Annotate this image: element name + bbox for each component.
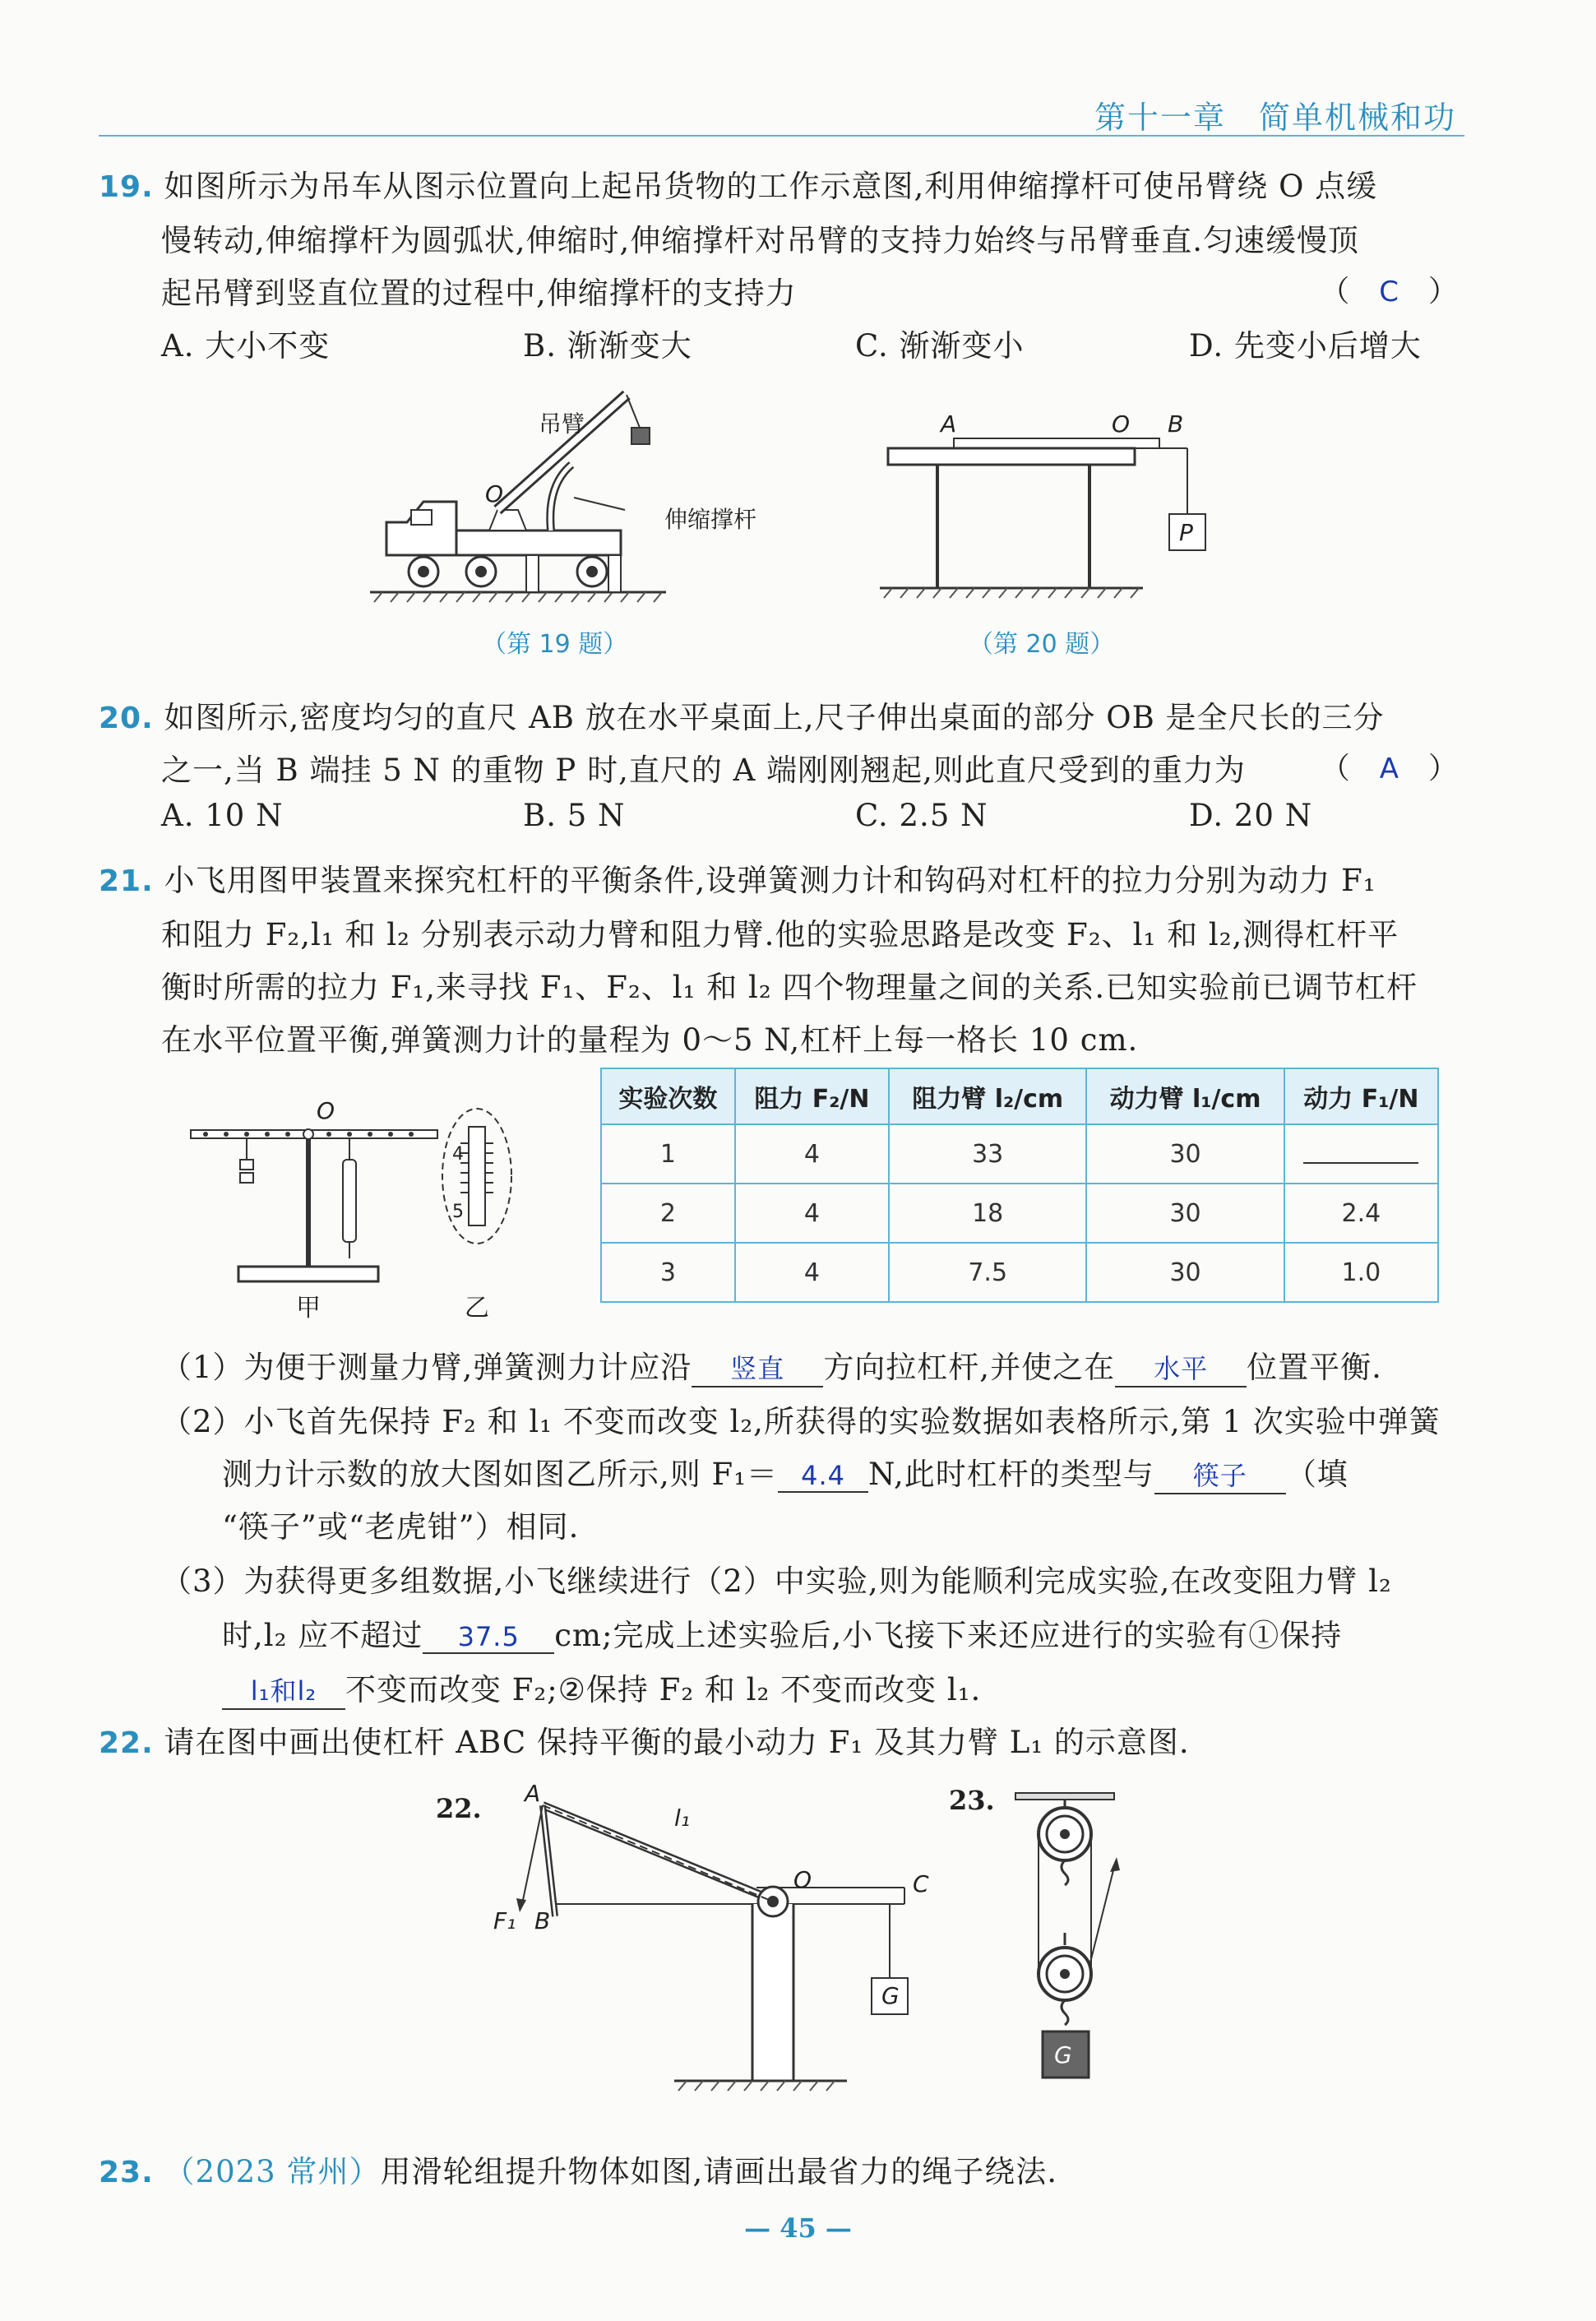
q21-part2-line2: [222, 1449, 1349, 1494]
fig22-label-num: 22.: [436, 1793, 482, 1824]
table-cell: 30: [1086, 1124, 1284, 1184]
q19-answer-paren: （ C ）: [1320, 275, 1458, 308]
q21-data-table: [600, 1068, 1439, 1303]
q21-p1-blank2: 水平: [1115, 1348, 1247, 1388]
table-cell: 2.4: [1284, 1184, 1438, 1243]
fig20-caption: （第 20 题）: [969, 630, 1115, 659]
table-blank-line: [1303, 1137, 1418, 1164]
fig20-label-a: A: [941, 415, 957, 438]
table-cell: 1: [601, 1124, 735, 1184]
q19-text-1: 如图所示为吊车从图示位置向上起吊货物的工作示意图,利用伸缩撑杆可使吊臂绕 O 点缓: [164, 169, 1378, 204]
table-header-l2: 阻力臂 l₂/cm: [889, 1068, 1086, 1124]
q20-line2: 之一,当 B 端挂 5 N 的重物 P 时,直尺的 A 端刚刚翘起,则此直尺受到的重力为: [161, 753, 1246, 788]
q21-p2-text-b: N,此时杠杆的类型与: [868, 1457, 1154, 1492]
fig22-label-f1: F₁: [493, 1907, 516, 1934]
q19-option-d: D. 先变小后增大: [1189, 328, 1422, 364]
table-cell-blank: [1284, 1124, 1438, 1184]
fig23-label-num: 23.: [949, 1785, 995, 1816]
fig21-label-o: O: [317, 1097, 335, 1124]
q21-p3-text-b: cm;完成上述实验后,小飞接下来还应进行的实验有①保持: [554, 1618, 1343, 1653]
table-cell: 30: [1086, 1243, 1284, 1302]
q21-line3: 衡时所需的拉力 F₁,来寻找 F₁、F₂、l₁ 和 l₂ 四个物理量之间的关系.已知实验前已调节杠杆: [161, 970, 1418, 1005]
q21-line2: 和阻力 F₂,l₁ 和 l₂ 分别表示动力臂和阻力臂.他的实验思路是改变 F₂、l₁ 和 l₂,测得杠杆平: [161, 917, 1399, 952]
table-cell: 30: [1086, 1184, 1284, 1243]
fig22-label-c: C: [913, 1870, 929, 1897]
page-number: — 45 —: [744, 2212, 852, 2244]
chapter-title: 第十一章 简单机械和功: [1094, 100, 1456, 136]
table-row: [601, 1184, 1438, 1243]
q20-option-a: A. 10 N: [161, 798, 284, 833]
fig19-caption: （第 19 题）: [482, 630, 628, 659]
q21-line4: 在水平位置平衡,弹簧测力计的量程为 0～5 N,杠杆上每一格长 10 cm.: [161, 1022, 1139, 1058]
q21-part2-line1: （2）小飞首先保持 F₂ 和 l₁ 不变而改变 l₂,所获得的实验数据如表格所示,第 1 次实验中弹簧: [161, 1404, 1441, 1439]
table-cell: 4: [735, 1184, 889, 1243]
q21-p2-blank1: 4.4: [778, 1460, 868, 1493]
q21-p2-text-a: 测力计示数的放大图如图乙所示,则 F₁＝: [222, 1457, 779, 1492]
q19-option-b: B. 渐渐变大: [523, 328, 692, 364]
q21-p1-blank1: 竖直: [692, 1348, 823, 1388]
fig19-label-o: O: [485, 480, 504, 507]
fig23-label-g: G: [1054, 2041, 1072, 2069]
table-header-f2: 阻力 F₂/N: [735, 1068, 889, 1124]
q20-option-d: D. 20 N: [1189, 798, 1313, 833]
table-header-row: [601, 1068, 1438, 1124]
q20-text-1: 如图所示,密度均匀的直尺 AB 放在水平桌面上,尺子伸出桌面的部分 OB 是全尺长的三分: [164, 700, 1385, 735]
table-header-f1: 动力 F₁/N: [1284, 1068, 1438, 1124]
q21-p2-blank2: 筷子: [1154, 1455, 1286, 1494]
q23-line: [99, 2147, 1057, 2191]
q21-part2-line3: “筷子”或“老虎钳”）相同.: [222, 1509, 580, 1545]
fig19-label-arm: 吊臂: [539, 410, 585, 438]
table-header-trial: 实验次数: [601, 1068, 735, 1124]
q19-line3: 起吊臂到竖直位置的过程中,伸缩撑杆的支持力: [161, 276, 797, 311]
table-cell: 1.0: [1284, 1243, 1438, 1302]
table-cell: 33: [889, 1124, 1086, 1184]
fig20-label-p: P: [1179, 519, 1193, 546]
q21-p3-text-c: 不变而改变 F₂;②保持 F₂ 和 l₂ 不变而改变 l₁.: [345, 1672, 982, 1707]
q23-text: 用滑轮组提升物体如图,请画出最省力的绳子绕法.: [380, 2154, 1058, 2189]
fig21-scale-5: 5: [452, 1202, 464, 1222]
q19-number: 19.: [99, 170, 154, 204]
q22-number: 22.: [99, 1726, 154, 1760]
q21-p2-text-c: （填: [1285, 1457, 1349, 1492]
q19-line1: [99, 161, 1377, 206]
q21-part3-line2: [222, 1610, 1342, 1655]
fig21-scale-4: 4: [452, 1144, 464, 1165]
table-cell: 4: [735, 1243, 889, 1302]
fig19-crane: [362, 387, 674, 609]
q22-text: 请在图中画出使杠杆 ABC 保持平衡的最小动力 F₁ 及其力臂 L₁ 的示意图.: [164, 1725, 1190, 1760]
fig22-lever: [428, 1777, 937, 2122]
q21-p1-text-a: （1）为便于测量力臂,弹簧测力计应沿: [161, 1350, 692, 1385]
table-cell: 4: [735, 1124, 889, 1184]
q20-line1: [99, 693, 1385, 737]
fig20-label-b: B: [1168, 415, 1184, 438]
q23-number: 23.: [99, 2156, 154, 2189]
q19-option-c: C. 渐渐变小: [855, 328, 1025, 364]
table-row: [601, 1243, 1438, 1302]
q20-answer-paren: （ A ）: [1320, 752, 1458, 785]
fig21-lever: [181, 1094, 576, 1324]
q20-option-b: B. 5 N: [523, 798, 626, 833]
fig22-label-g: G: [881, 1982, 900, 2009]
table-header-l1: 动力臂 l₁/cm: [1086, 1068, 1284, 1124]
table-cell: 18: [889, 1184, 1086, 1243]
q21-p3-blank1: 37.5: [423, 1621, 554, 1654]
fig23-pulley: [946, 1777, 1159, 2122]
fig22-label-a: A: [525, 1780, 541, 1807]
q19-answer: C: [1379, 276, 1399, 308]
table-cell: 2: [601, 1184, 735, 1243]
q20-number: 20.: [99, 702, 154, 735]
table-cell: 3: [601, 1243, 735, 1302]
q20-option-c: C. 2.5 N: [855, 798, 988, 833]
fig20-table: [872, 415, 1217, 613]
fig22-label-o: O: [793, 1866, 812, 1893]
table-row: [601, 1124, 1438, 1184]
q22-line: [99, 1717, 1190, 1762]
fig20-label-o: O: [1112, 415, 1131, 438]
q23-source: （2023 常州）: [164, 2154, 381, 2189]
fig22-label-b: B: [534, 1907, 551, 1934]
q21-part3-line1: （3）为获得更多组数据,小飞继续进行（2）中实验,则为能顺利完成实验,在改变阻力臂 l₂: [161, 1564, 1392, 1599]
q21-text-1: 小飞用图甲装置来探究杠杆的平衡条件,设弹簧测力计和钩码对杠杆的拉力分别为动力 F₁: [164, 863, 1376, 898]
fig21-label-yi: 乙: [465, 1294, 489, 1323]
q21-p1-text-b: 方向拉杠杆,并使之在: [823, 1350, 1116, 1385]
fig19-label-rod: 伸缩撑杆: [664, 506, 757, 533]
fig21-label-jia: 甲: [296, 1294, 321, 1323]
q19-option-a: A. 大小不变: [161, 328, 331, 364]
q21-line1: [99, 855, 1376, 900]
q20-answer: A: [1379, 753, 1399, 785]
q21-p3-text-a: 时,l₂ 应不超过: [222, 1618, 423, 1653]
fig22-label-l1: l₁: [674, 1804, 691, 1832]
q21-p1-text-c: 位置平衡.: [1247, 1350, 1382, 1385]
q21-number: 21.: [99, 864, 154, 898]
table-cell: 7.5: [889, 1243, 1086, 1302]
q21-p3-blank2: l₁和l₂: [222, 1670, 345, 1710]
q21-part1: [161, 1342, 1382, 1388]
q19-line2: 慢转动,伸缩撑杆为圆弧状,伸缩时,伸缩撑杆对吊臂的支持力始终与吊臂垂直.匀速缓慢顶: [161, 223, 1360, 258]
q21-part3-line3: [222, 1665, 981, 1710]
header-rule: [99, 135, 1464, 137]
